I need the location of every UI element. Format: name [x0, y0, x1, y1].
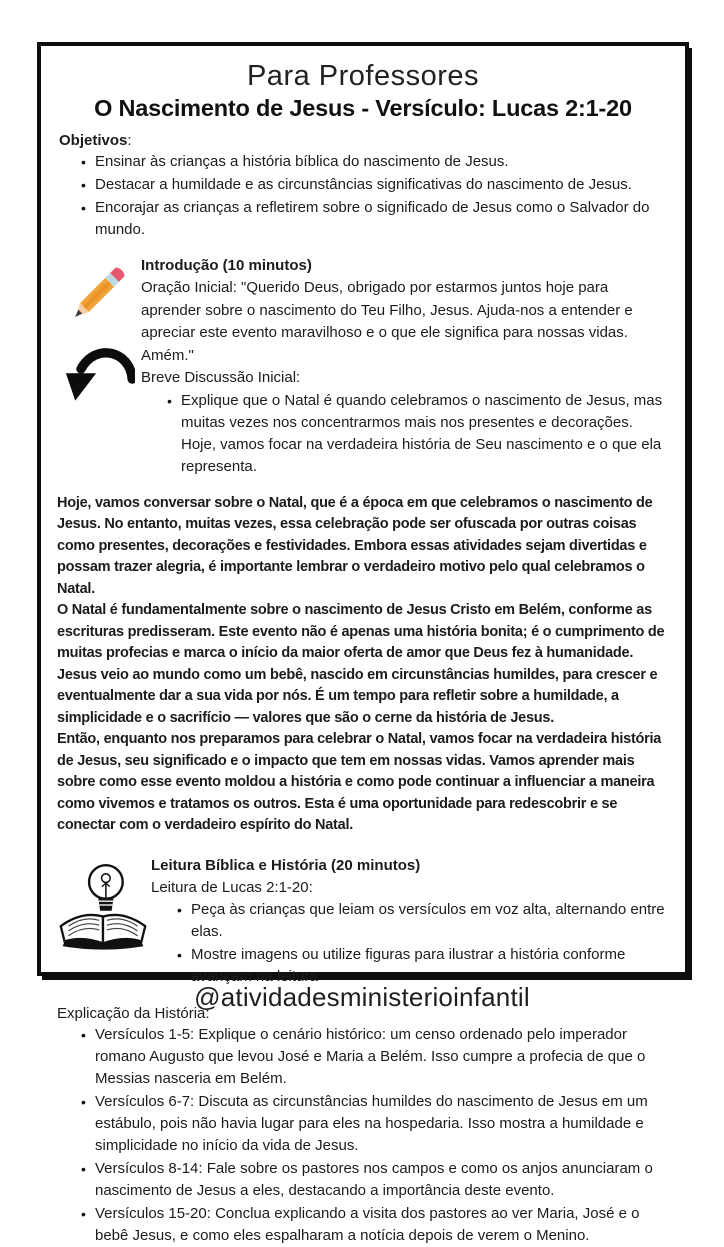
objectives-list [55, 151, 671, 241]
reading-list [151, 899, 667, 988]
introduction-heading: Introdução (10 minutos) [141, 257, 312, 274]
lightbulb-book-icon [55, 855, 151, 955]
list-item: • Versículos 6-7: Discuta as circunstâncias humildes do nascimento de Jesus em um estábulo, pois não havia lugar para eles na hospedaria. Isso mostra a humildade e simplicidade no início da vida de Jesus. [81, 1091, 671, 1157]
opening-prayer-text: Oração Inicial: "Querido Deus, obrigado por estarmos juntos hoje para aprender sobre o nascimento do Teu Filho, Jesus. Ajuda-nos a entender e apreciar este evento maravilhoso e o que ele significa para nossas vidas. Amém." [141, 279, 633, 364]
paragraph: O Natal é fundamentalmente sobre o nascimento de Jesus Cristo em Belém, conforme as escrituras predisseram. Este evento não é apenas uma história bonita; é o cumprimento de muitas profecias e marca o início da maior oferta de amor que Deus fez à humanidade. Jesus veio ao mundo como um bebê, nascido em circunstâncias humildes, para crescer e eventualmente dar a sua vida por nós. É um tempo para refletir sobre a humildade, a simplicidade e o sacrifício — valores que são o cerne da história de Jesus. [57, 602, 665, 726]
reading-heading: Leitura Bíblica e História (20 minutos) [151, 856, 421, 874]
objectives-label-text: Objetivos [59, 132, 128, 149]
introduction-text [141, 255, 671, 479]
list-item: • Explique que o Natal é quando celebramos o nascimento de Jesus, mas muitas vezes nos concentrarmos mais nos presentes e decorações. Hoje, vamos focar na verdadeira história de Seu nascimento e o que ela representa. [167, 390, 667, 478]
main-teaching-paragraphs [57, 493, 669, 837]
list-item: • Ensinar às crianças a história bíblica do nascimento de Jesus. [81, 151, 671, 173]
list-item: • Mostre imagens ou utilize figuras para ilustrar a história conforme avançam na leitura [177, 944, 667, 988]
paragraph: Então, enquanto nos preparamos para celebrar o Natal, vamos focar na verdadeira história de Jesus, seu significado e o impacto que tem em nossas vidas. Vamos aprender mais sobre como esse evento moldou a história e como pode continuar a influenciar a maneira como vivemos e tratamos os outros. Esta é uma oportunidade para redescobrir e se conectar com o verdadeiro espírito do Natal. [57, 731, 662, 833]
explanation-label: Explicação da História: [57, 1005, 210, 1022]
discussion-list [141, 390, 667, 478]
reading-icon-column [55, 855, 151, 990]
bible-reading-section [55, 855, 671, 990]
pencil-icon [57, 255, 137, 335]
list-item: • Peça às crianças que leiam os versículos em voz alta, alternando entre elas. [177, 899, 667, 943]
page-subtitle: O Nascimento de Jesus - Versículo: Lucas 2:1-20 [94, 95, 632, 121]
paragraph: Hoje, vamos conversar sobre o Natal, que é a época em que celebramos o nascimento de Jesus. No entanto, muitas vezes, essa celebração pode ser ofuscada por outras coisas como presentes, decorações e festividades. Embora essas atividades sejam divertidas e possam trazer alegria, é importante lembrar o verdadeiro motivo pelo qual celebramos o Natal. [57, 494, 653, 597]
reading-reference-line: Leitura de Lucas 2:1-20: [151, 878, 313, 896]
discussion-label: Breve Discussão Inicial: [141, 369, 301, 386]
curved-arrow-icon [63, 341, 135, 407]
objectives-label [59, 132, 671, 149]
reading-text [151, 855, 671, 990]
introduction-section [55, 255, 671, 479]
objectives-colon: : [127, 132, 132, 149]
page-title: Para Professores [246, 60, 480, 92]
list-item: • Destacar a humildade e as circunstâncias significativas do nascimento de Jesus. [81, 174, 671, 196]
explanation-list [55, 1024, 671, 1247]
instagram-handle: @atividadesministerioinfantil [194, 982, 530, 1012]
list-item: • Versículos 1-5: Explique o cenário histórico: um censo ordenado pelo imperador romano Augusto que levou José e Maria a Belém. Isso cumpre a profecia de que o Messias nasceria em Belém. [81, 1024, 671, 1090]
list-item: • Versículos 15-20: Conclua explicando a visita dos pastores ao ver Maria, José e o bebê Jesus, e como eles espalharam a notícia depois de verem o Menino. [81, 1203, 671, 1247]
list-item: • Versículos 8-14: Fale sobre os pastores nos campos e como os anjos anunciaram o nascimento de Jesus a eles, destacando a importância deste evento. [81, 1158, 671, 1202]
list-item: • Encorajar as crianças a refletirem sobre o significado de Jesus como o Salvador do mundo. [81, 197, 671, 241]
introduction-icon-column [55, 255, 141, 479]
